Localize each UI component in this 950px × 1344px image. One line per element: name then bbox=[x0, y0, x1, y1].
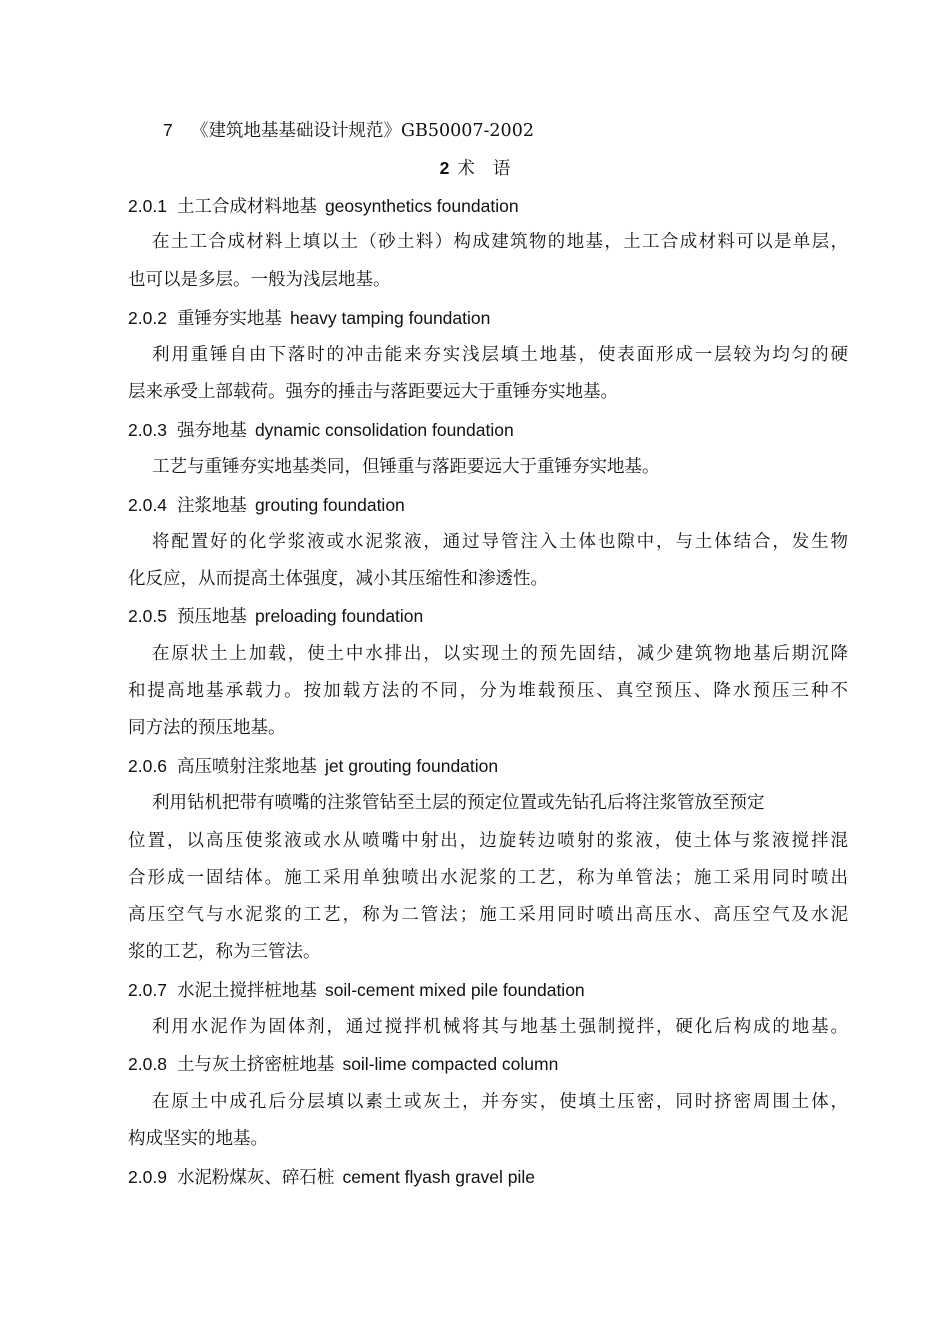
term-code: 2.0.1 bbox=[128, 196, 167, 216]
term-code: 2.0.2 bbox=[128, 308, 167, 328]
term-definition-line: 构成坚实的地基。 bbox=[128, 1129, 268, 1149]
term-definition-line: 化反应，从而提高土体强度，减小其压缩性和渗透性。 bbox=[128, 569, 548, 589]
term-heading bbox=[128, 306, 848, 331]
term-code: 2.0.5 bbox=[128, 606, 167, 626]
term-english: cement flyash gravel pile bbox=[342, 1167, 536, 1187]
term-definition-line: 同方法的预压地基。 bbox=[128, 718, 286, 738]
term-english: geosynthetics foundation bbox=[324, 196, 519, 216]
term-definition-line: 将配置好的化学浆液或水泥浆液，通过导管注入土体也隙中，与土体结合，发生物 bbox=[152, 532, 848, 552]
term-heading bbox=[128, 978, 848, 1003]
reference-text: 《建筑地基基础设计规范》GB50007-2002 bbox=[191, 121, 534, 141]
term-english: dynamic consolidation foundation bbox=[254, 420, 514, 440]
term-chinese: 水泥粉煤灰、碎石桩 bbox=[176, 1168, 335, 1188]
term-heading bbox=[128, 1052, 848, 1077]
term-heading bbox=[128, 1165, 848, 1190]
chapter-number: 2 bbox=[439, 158, 450, 178]
term-code: 2.0.9 bbox=[128, 1167, 167, 1187]
term-code: 2.0.3 bbox=[128, 420, 167, 440]
chapter-title bbox=[0, 156, 950, 181]
term-heading bbox=[128, 754, 848, 779]
term-definition-line: 和提高地基承载力。按加载方法的不同，分为堆载预压、真空预压、降水预压三种不 bbox=[128, 681, 848, 701]
term-definition-line: 在土工合成材料上填以土（砂土料）构成建筑物的地基，土工合成材料可以是单层， bbox=[152, 232, 848, 252]
term-english: preloading foundation bbox=[254, 606, 424, 626]
term-heading bbox=[128, 194, 848, 219]
term-chinese: 高压喷射注浆地基 bbox=[176, 757, 317, 777]
term-heading bbox=[128, 604, 848, 629]
term-english: jet grouting foundation bbox=[324, 756, 499, 776]
term-english: grouting foundation bbox=[254, 495, 405, 515]
reference-item bbox=[163, 118, 883, 143]
term-definition-line: 工艺与重锤夯实地基类同，但锤重与落距要远大于重锤夯实地基。 bbox=[152, 457, 660, 477]
chapter-word-1: 术 bbox=[457, 159, 475, 179]
term-english: soil-lime compacted column bbox=[342, 1054, 559, 1074]
term-chinese: 强夯地基 bbox=[176, 421, 247, 441]
term-code: 2.0.8 bbox=[128, 1054, 167, 1074]
term-definition-line: 位置，以高压使浆液或水从喷嘴中射出，边旋转边喷射的浆液，使土体与浆液搅拌混 bbox=[128, 831, 848, 851]
term-code: 2.0.4 bbox=[128, 495, 167, 515]
chapter-word-2: 语 bbox=[492, 159, 511, 179]
term-definition-line: 在原状土上加载，使土中水排出，以实现土的预先固结，减少建筑物地基后期沉降 bbox=[152, 644, 848, 664]
term-definition-line: 层来承受上部载荷。强夯的捶击与落距要远大于重锤夯实地基。 bbox=[128, 382, 618, 402]
term-definition-line: 在原土中成孔后分层填以素土或灰土，并夯实，使填土压密，同时挤密周围土体， bbox=[152, 1092, 848, 1112]
term-definition-line: 利用水泥作为固体剂，通过搅拌机械将其与地基土强制搅拌，硬化后构成的地基。 bbox=[152, 1017, 848, 1037]
term-definition-line: 浆的工艺，称为三管法。 bbox=[128, 942, 321, 962]
term-chinese: 土工合成材料地基 bbox=[176, 197, 317, 217]
term-definition-line: 高压空气与水泥浆的工艺，称为二管法；施工采用同时喷出高压水、高压空气及水泥 bbox=[128, 905, 848, 925]
term-chinese: 注浆地基 bbox=[176, 496, 247, 516]
term-definition-line: 利用重锤自由下落时的冲击能来夯实浅层填土地基，使表面形成一层较为均匀的硬 bbox=[152, 345, 848, 365]
term-code: 2.0.6 bbox=[128, 756, 167, 776]
term-definition-line: 合形成一固结体。施工采用单独喷出水泥浆的工艺，称为单管法；施工采用同时喷出 bbox=[128, 868, 848, 888]
term-heading bbox=[128, 418, 848, 443]
term-english: heavy tamping foundation bbox=[289, 308, 491, 328]
term-chinese: 土与灰土挤密桩地基 bbox=[176, 1055, 335, 1075]
term-definition-line: 利用钻机把带有喷嘴的注浆管钻至土层的预定位置或先钻孔后将注浆管放至预定 bbox=[152, 793, 765, 813]
term-code: 2.0.7 bbox=[128, 980, 167, 1000]
term-chinese: 重锤夯实地基 bbox=[176, 309, 282, 329]
term-definition-line: 也可以是多层。一般为浅层地基。 bbox=[128, 270, 391, 290]
term-chinese: 水泥土搅拌桩地基 bbox=[176, 981, 317, 1001]
term-heading bbox=[128, 493, 848, 518]
term-english: soil-cement mixed pile foundation bbox=[324, 980, 585, 1000]
term-chinese: 预压地基 bbox=[176, 607, 247, 627]
reference-number: 7 bbox=[163, 120, 173, 140]
